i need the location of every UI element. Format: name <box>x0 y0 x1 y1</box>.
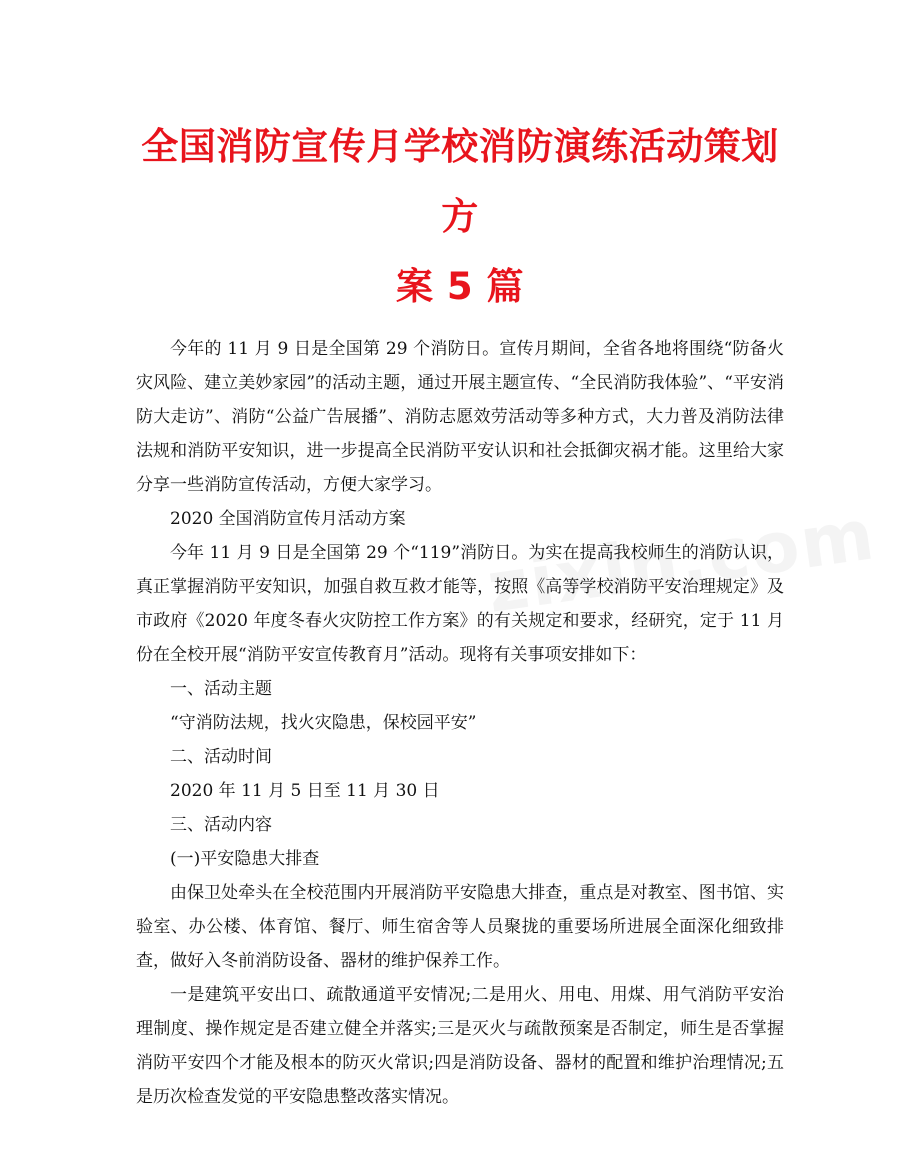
heading-activity-content: 三、活动内容 <box>170 815 272 835</box>
activity-theme-text: “守消防法规，找火灾隐患，保校园平安” <box>170 713 477 733</box>
activity-time-text: 2020 年 11 月 5 日至 11 月 30 日 <box>170 781 440 801</box>
document-title <box>136 112 784 322</box>
heading-activity-theme: 一、活动主题 <box>170 679 272 699</box>
title-line-1: 全国消防宣传月学校消防演练活动策划方 <box>141 125 779 238</box>
heading-activity-time: 二、活动时间 <box>170 747 272 767</box>
title-line-2: 案 5 篇 <box>395 265 524 308</box>
subheading-hazard-inspection: (一)平安隐患大排查 <box>170 849 320 869</box>
section-heading-plan: 2020 全国消防宣传月活动方案 <box>170 509 406 529</box>
inspection-paragraph: 由保卫处牵头在全校范围内开展消防平安隐患大排查，重点是对教室、图书馆、实验室、办公楼、体育馆、餐厅、师生宿舍等人员聚拢的重要场所进展全面深化细致排查，做好入冬前消防设备、器材的维护保养工作。 <box>136 883 784 971</box>
plan-intro-paragraph: 今年 11 月 9 日是全国第 29 个“119”消防日。为实在提高我校师生的消防认识，真正掌握消防平安知识，加强自救互救才能等，按照《高等学校消防平安治理规定》及市政府《2020 年度冬春火灾防控工作方案》的有关规定和要求，经研究，定于 11 月份在全校开展“消防平安宣传教育月”活动。现将有关事项安排如下： <box>136 543 784 665</box>
intro-paragraph: 今年的 11 月 9 日是全国第 29 个消防日。宣传月期间，全省各地将围绕“防备火灾风险、建立美妙家园”的活动主题，通过开展主题宣传、“全民消防我体验”、“平安消防大走访”、消防“公益广告展播”、消防志愿效劳活动等多种方式，大力普及消防法律法规和消防平安知识，进一步提高全民消防平安认识和社会抵御灾祸才能。这里给大家分享一些消防宣传活动，方便大家学习。 <box>136 339 784 495</box>
document-body <box>136 332 784 1114</box>
inspection-items-paragraph: 一是建筑平安出口、疏散通道平安情况;二是用火、用电、用煤、用气消防平安治理制度、操作规定是否建立健全并落实;三是灭火与疏散预案是否制定，师生是否掌握消防平安四个才能及根本的防灭火常识;四是消防设备、器材的配置和维护治理情况;五是历次检查发觉的平安隐患整改落实情况。 <box>136 985 784 1107</box>
